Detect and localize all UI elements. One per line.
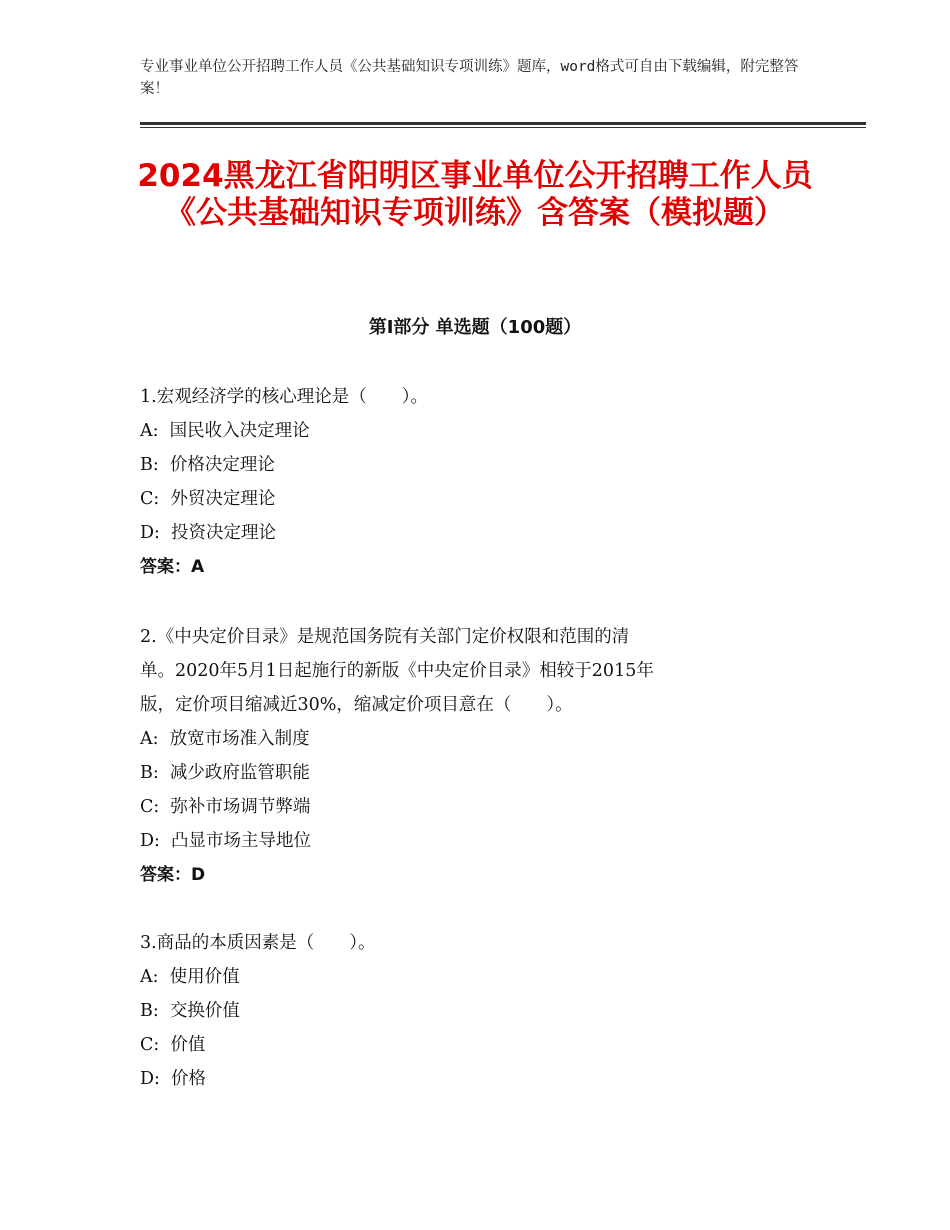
question-2 bbox=[140, 620, 800, 892]
document-title: 2024黑龙江省阳明区事业单位公开招聘工作人员《公共基础知识专项训练》含答案（模拟题） bbox=[137, 158, 813, 231]
question-stem-line-2: 单。2020年5月1日起施行的新版《中央定价目录》相较于2015年 bbox=[140, 661, 654, 681]
option-b: B: 价格决定理论 bbox=[140, 455, 275, 475]
header-rule-thin bbox=[140, 127, 866, 128]
option-b: B: 交换价值 bbox=[140, 1001, 240, 1021]
option-a: A: 使用价值 bbox=[140, 967, 240, 987]
option-a: A: 国民收入决定理论 bbox=[140, 421, 310, 441]
answer: 答案：A bbox=[140, 557, 205, 577]
option-c: C: 价值 bbox=[140, 1035, 206, 1055]
question-stem: 1.宏观经济学的核心理论是（ ）。 bbox=[140, 387, 428, 407]
option-a: A: 放宽市场准入制度 bbox=[140, 729, 310, 749]
question-1 bbox=[140, 380, 800, 584]
option-b: B: 减少政府监管职能 bbox=[140, 763, 310, 783]
option-c: C: 外贸决定理论 bbox=[140, 489, 276, 509]
option-d: D: 价格 bbox=[140, 1069, 207, 1089]
question-stem-line-1: 2.《中央定价目录》是规范国务院有关部门定价权限和范围的清 bbox=[140, 627, 630, 647]
option-d: D: 投资决定理论 bbox=[140, 523, 277, 543]
option-c: C: 弥补市场调节弊端 bbox=[140, 797, 311, 817]
question-3 bbox=[140, 926, 800, 1096]
header-note: 专业事业单位公开招聘工作人员《公共基础知识专项训练》题库，word格式可自由下载编辑，附完整答案！ bbox=[140, 59, 799, 97]
section-heading: 第Ⅰ部分 单选题（100题） bbox=[368, 317, 582, 338]
header-rule-thick bbox=[140, 122, 866, 125]
question-stem-line-3: 版，定价项目缩减近30%，缩减定价项目意在（ ）。 bbox=[140, 695, 573, 715]
option-d: D: 凸显市场主导地位 bbox=[140, 831, 312, 851]
question-stem: 3.商品的本质因素是（ ）。 bbox=[140, 933, 376, 953]
answer: 答案：D bbox=[140, 865, 206, 885]
